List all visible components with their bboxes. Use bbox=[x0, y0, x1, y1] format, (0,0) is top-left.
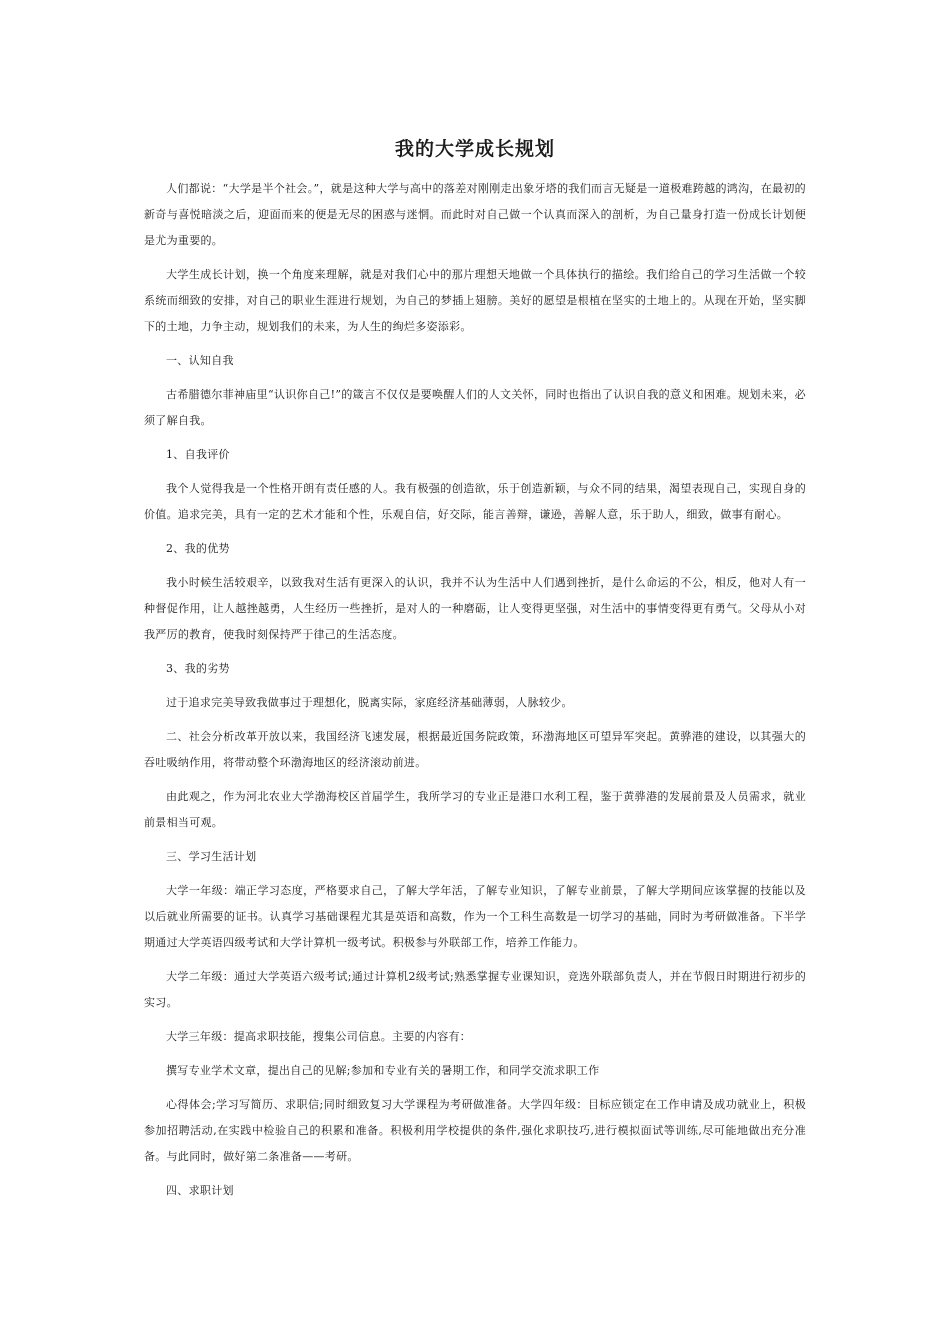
paragraph-year-three: 大学三年级：提高求职技能，搜集公司信息。主要的内容有： bbox=[166, 1030, 472, 1043]
section-heading-job-plan: 四、求职计划 bbox=[166, 1184, 234, 1197]
paragraph-plan-meaning: 大学生成长计划，换一个角度来理解，就是对我们心中的那片理想天地做一个具体执行的描绘。我们给自己的学习生活做一个较系统而细致的安排，对自己的职业生涯进行规划，为自己的梦插上翅膀。美好的愿望是根植在坚实的土地上的。从现在开始，坚实脚下的土地，力争主动，规划我们的未来，为人生的绚烂多姿添彩。 bbox=[144, 268, 806, 333]
paragraph-weaknesses: 过于追求完美导致我做事过于理想化，脱离实际，家庭经济基础薄弱，人脉较少。 bbox=[166, 696, 573, 709]
paragraph-intro: 人们都说：“大学是半个社会。”，就是这种大学与高中的落差对刚刚走出象牙塔的我们而言无疑是一道极难跨越的鸿沟，在最初的新奇与喜悦暗淡之后，迎面而来的便是无尽的困惑与迷惘。而此时对自己做一个认真而深入的剖析，为自己量身打造一份成长计划便是尤为重要的。 bbox=[144, 182, 806, 247]
paragraph-year-three-details: 撰写专业学术文章，提出自己的见解;参加和专业有关的暑期工作，和同学交流求职工作 bbox=[166, 1064, 600, 1077]
subheading-weaknesses: 3、我的劣势 bbox=[166, 662, 230, 675]
paragraph-strengths: 我小时候生活较艰辛，以致我对生活有更深入的认识，我并不认为生活中人们遇到挫折，是什么命运的不公，相反，他对人有一种督促作用，让人越挫越勇，人生经历一些挫折，是对人的一种磨砺，让人变得更坚强，对生活中的事情变得更有勇气。父母从小对我严厉的教育，使我时刻保持严于律己的生活态度。 bbox=[144, 576, 806, 641]
paragraph-year-one: 大学一年级：端正学习态度，严格要求自己，了解大学年活，了解专业知识，了解专业前景，了解大学期间应该掌握的技能以及以后就业所需要的证书。认真学习基础课程尤其是英语和高数，作为一个工科生高数是一切学习的基础，同时为考研做准备。下半学期通过大学英语四级考试和大学计算机一级考试。积极参与外联部工作，培养工作能力。 bbox=[144, 884, 806, 949]
paragraph-self-evaluation: 我个人觉得我是一个性格开朗有责任感的人。我有极强的创造欲，乐于创造新颖，与众不同的结果，渴望表现自己，实现自身的价值。追求完美，具有一定的艺术才能和个性，乐观自信，好交际，能言善辩，谦逊，善解人意，乐于助人，细致，做事有耐心。 bbox=[144, 482, 806, 521]
document-body bbox=[144, 176, 806, 1212]
document-title: 我的大学成长规划 bbox=[394, 138, 555, 160]
paragraph-know-yourself: 古希腊德尔菲神庙里“认识你自己!”的箴言不仅仅是要唤醒人们的人文关怀，同时也指出了认识自我的意义和困难。规划未来，必须了解自我。 bbox=[144, 388, 806, 427]
subheading-self-evaluation: 1、自我评价 bbox=[166, 448, 230, 461]
paragraph-social-analysis: 二、社会分析改革开放以来，我国经济飞速发展，根据最近国务院政策，环渤海地区可望异军突起。黄骅港的建设，以其强大的吞吐吸纳作用，将带动整个环渤海地区的经济滚动前进。 bbox=[144, 730, 806, 769]
section-heading-self-knowledge: 一、认知自我 bbox=[166, 354, 234, 367]
paragraph-year-two: 大学二年级：通过大学英语六级考试;通过计算机2级考试;熟悉掌握专业课知识，竞选外联部负责人，并在节假日时期进行初步的实习。 bbox=[144, 970, 806, 1009]
section-heading-study-plan: 三、学习生活计划 bbox=[166, 850, 257, 863]
paragraph-year-four: 心得体会;学习写简历、求职信;同时细致复习大学课程为考研做准备。大学四年级：目标应锁定在工作申请及成功就业上，积极参加招聘活动,在实践中检验自己的积累和准备。积极利用学校提供的条件,强化求职技巧,进行模拟面试等训练,尽可能地做出充分准备。与此同时，做好第二条准备——考研。 bbox=[144, 1098, 806, 1163]
subheading-strengths: 2、我的优势 bbox=[166, 542, 230, 555]
paragraph-employment-outlook: 由此观之，作为河北农业大学渤海校区首届学生，我所学习的专业正是港口水利工程，鉴于黄骅港的发展前景及人员需求，就业前景相当可观。 bbox=[144, 790, 806, 829]
